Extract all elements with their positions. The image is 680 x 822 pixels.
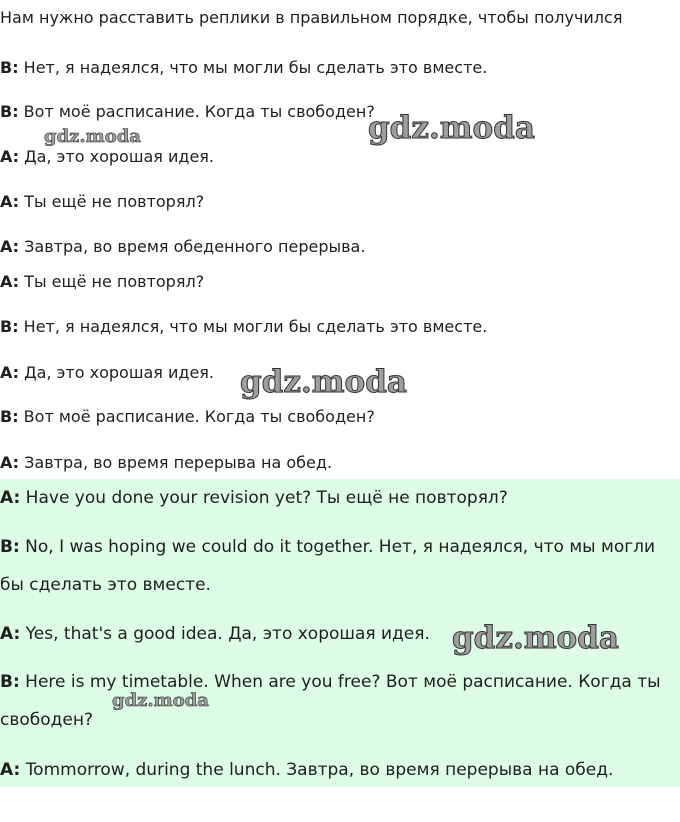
speaker-label: A:	[0, 760, 21, 780]
line-text: Вот моё расписание. Когда ты свободен?	[18, 102, 375, 121]
dialogue-line	[0, 101, 375, 123]
line-text: Да, это хорошая идея.	[19, 363, 214, 382]
answer-line	[0, 663, 661, 701]
line-text: Да, это хорошая идея.	[19, 147, 214, 166]
answer-line	[0, 528, 655, 566]
answer-line-continuation: бы сделать это вместе.	[0, 575, 211, 595]
speaker-label: B:	[0, 58, 19, 77]
dialogue-line	[0, 362, 214, 384]
line-text: Нет, я надеялся, что мы могли бы сделать это вместе.	[18, 58, 488, 77]
line-text: Have you done your revision yet? Ты ещё не повторял?	[20, 488, 508, 508]
speaker-label: A:	[0, 488, 21, 508]
watermark: gdz.moda	[240, 364, 407, 400]
speaker-label: A:	[0, 237, 20, 256]
watermark: gdz.moda	[112, 690, 209, 711]
speaker-label: A:	[0, 363, 20, 382]
speaker-label: A:	[0, 624, 21, 644]
watermark: gdz.moda	[452, 620, 619, 656]
answer-line	[0, 479, 508, 517]
dialogue-line	[0, 316, 487, 338]
line-text: Yes, that's a good idea. Да, это хорошая идея.	[20, 624, 430, 644]
speaker-label: B:	[0, 537, 20, 557]
dialogue-line	[0, 406, 375, 428]
speaker-label: A:	[0, 453, 20, 472]
watermark: gdz.moda	[368, 110, 535, 146]
line-text: No, I was hoping we could do it together. Нет, я надеялся, что мы могли	[19, 537, 656, 557]
speaker-label: A:	[0, 147, 20, 166]
dialogue-line	[0, 57, 487, 79]
dialogue-line	[0, 146, 214, 168]
dialogue-line	[0, 452, 332, 474]
dialogue-line	[0, 236, 365, 258]
dialogue-line	[0, 271, 204, 293]
intro-text: Нам нужно расставить реплики в правильном порядке, чтобы получился	[0, 8, 623, 27]
line-text: Завтра, во время перерыва на обед.	[19, 453, 333, 472]
dialogue-line	[0, 191, 204, 213]
answer-line	[0, 751, 613, 789]
watermark: gdz.moda	[44, 126, 141, 147]
speaker-label: B:	[0, 317, 19, 336]
line-text: Вот моё расписание. Когда ты свободен?	[18, 407, 375, 426]
line-text: Завтра, во время обеденного перерыва.	[19, 237, 366, 256]
speaker-label: B:	[0, 102, 19, 121]
line-text: Ты ещё не повторял?	[19, 272, 205, 291]
speaker-label: B:	[0, 672, 20, 692]
speaker-label: A:	[0, 192, 20, 211]
line-text: Нет, я надеялся, что мы могли бы сделать это вместе.	[18, 317, 488, 336]
answer-line	[0, 615, 430, 653]
line-text: Ты ещё не повторял?	[19, 192, 205, 211]
line-text: Here is my timetable. When are you free? Вот моё расписание. Когда ты	[19, 672, 661, 692]
speaker-label: A:	[0, 272, 20, 291]
line-text: Tommorrow, during the lunch. Завтра, во время перерыва на обед.	[20, 760, 614, 780]
answer-line-continuation: свободен?	[0, 710, 94, 730]
speaker-label: B:	[0, 407, 19, 426]
